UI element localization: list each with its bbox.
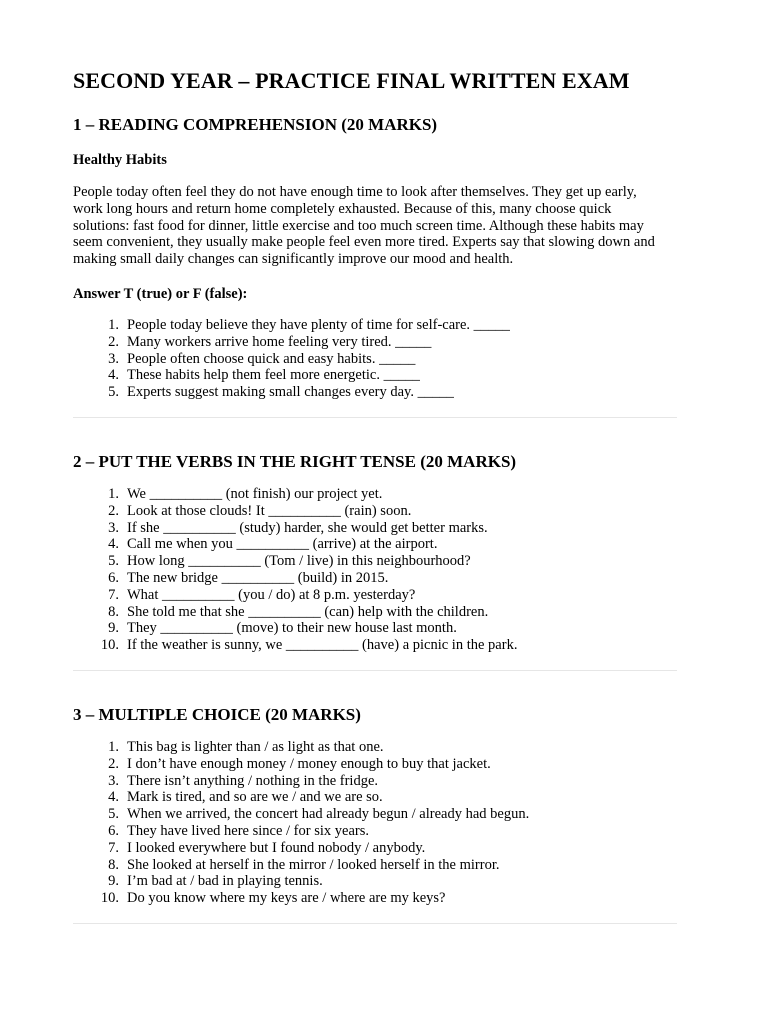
item-text: Look at those clouds! It __________ (rain) soon. xyxy=(127,502,412,519)
item-text: What __________ (you / do) at 8 p.m. yesterday? xyxy=(127,586,416,603)
item-text: If the weather is sunny, we __________ (have) a picnic in the park. xyxy=(127,637,518,654)
item-number: 10. xyxy=(100,637,119,654)
item-text: If she __________ (study) harder, she would get better marks. xyxy=(127,519,488,536)
list-item xyxy=(73,873,695,890)
passage-line: seem convenient, they usually make people feel even more tired. Experts say that slowing down and xyxy=(73,234,655,251)
list-item xyxy=(73,604,695,621)
reading-text-title: Healthy Habits xyxy=(73,152,167,168)
item-text: People often choose quick and easy habits. _____ xyxy=(127,350,416,367)
list-item xyxy=(73,317,695,334)
list-item xyxy=(73,620,695,637)
multiple-choice-list xyxy=(73,739,695,907)
list-item xyxy=(73,587,695,604)
item-text: The new bridge __________ (build) in 2015. xyxy=(127,569,389,586)
list-item xyxy=(73,520,695,537)
item-text: These habits help them feel more energetic. _____ xyxy=(127,367,420,384)
item-number: 6. xyxy=(108,569,119,586)
item-number: 10. xyxy=(100,890,119,907)
list-item xyxy=(73,553,695,570)
item-text: Many workers arrive home feeling very tired. _____ xyxy=(127,333,432,350)
list-item xyxy=(73,334,695,351)
item-text: They have lived here since / for six years. xyxy=(127,822,369,839)
list-item xyxy=(73,637,695,654)
list-item xyxy=(73,890,695,907)
section-2-heading: 2 – PUT THE VERBS IN THE RIGHT TENSE (20 MARKS) xyxy=(73,451,517,471)
item-text: Mark is tired, and so are we / and we are so. xyxy=(127,789,383,806)
item-number: 1. xyxy=(108,738,119,755)
item-text: Call me when you __________ (arrive) at the airport. xyxy=(127,536,438,553)
item-number: 5. xyxy=(108,384,119,401)
item-number: 3. xyxy=(108,350,119,367)
list-item xyxy=(73,486,695,503)
list-item xyxy=(73,789,695,806)
true-false-list xyxy=(73,317,695,401)
item-number: 3. xyxy=(108,772,119,789)
item-text: Experts suggest making small changes every day. _____ xyxy=(127,384,454,401)
section-divider xyxy=(73,923,677,924)
item-text: We __________ (not finish) our project yet. xyxy=(127,485,383,502)
item-number: 9. xyxy=(108,620,119,637)
item-text: I don’t have enough money / money enough to buy that jacket. xyxy=(127,755,491,772)
list-item xyxy=(73,773,695,790)
true-false-instruction: Answer T (true) or F (false): xyxy=(73,285,248,302)
passage-line: solutions: fast food for dinner, little exercise and too much screen time. Although these habits may xyxy=(73,217,644,234)
item-text: I looked everywhere but I found nobody / anybody. xyxy=(127,839,426,856)
item-text: I’m bad at / bad in playing tennis. xyxy=(127,873,323,890)
item-number: 4. xyxy=(108,789,119,806)
list-item xyxy=(73,739,695,756)
passage-line: People today often feel they do not have enough time to look after themselves. They get up early, xyxy=(73,184,637,200)
item-text: This bag is lighter than / as light as that one. xyxy=(127,738,384,755)
item-number: 1. xyxy=(108,316,119,333)
item-text: When we arrived, the concert had already begun / already had begun. xyxy=(127,806,530,823)
list-item xyxy=(73,823,695,840)
item-number: 7. xyxy=(108,839,119,856)
item-number: 1. xyxy=(108,485,119,502)
item-text: They __________ (move) to their new house last month. xyxy=(127,620,457,637)
item-number: 8. xyxy=(108,603,119,620)
item-number: 5. xyxy=(108,553,119,570)
list-item xyxy=(73,840,695,857)
verb-tense-list xyxy=(73,486,695,654)
list-item xyxy=(73,756,695,773)
item-text: There isn’t anything / nothing in the fridge. xyxy=(127,772,379,789)
item-text: She told me that she __________ (can) help with the children. xyxy=(127,603,489,620)
document-title: SECOND YEAR – PRACTICE FINAL WRITTEN EXAM xyxy=(73,68,630,93)
list-item xyxy=(73,351,695,368)
item-number: 6. xyxy=(108,822,119,839)
item-number: 7. xyxy=(108,586,119,603)
list-item xyxy=(73,367,695,384)
passage-line: making small daily changes can significantly improve our mood and health. xyxy=(73,251,514,268)
item-text: She looked at herself in the mirror / looked herself in the mirror. xyxy=(127,856,500,873)
item-number: 3. xyxy=(108,519,119,536)
item-number: 9. xyxy=(108,873,119,890)
exam-document xyxy=(73,64,695,924)
passage-line: work long hours and return home completely exhausted. Because of this, many choose quick xyxy=(73,200,612,217)
list-item xyxy=(73,806,695,823)
item-number: 4. xyxy=(108,536,119,553)
item-number: 2. xyxy=(108,502,119,519)
item-number: 2. xyxy=(108,333,119,350)
item-text: Do you know where my keys are / where are my keys? xyxy=(127,890,446,907)
list-item xyxy=(73,570,695,587)
item-text: How long __________ (Tom / live) in this neighbourhood? xyxy=(127,553,471,570)
reading-passage xyxy=(73,184,695,268)
section-3-heading: 3 – MULTIPLE CHOICE (20 MARKS) xyxy=(73,704,361,724)
list-item xyxy=(73,503,695,520)
item-text: People today believe they have plenty of time for self-care. _____ xyxy=(127,316,510,333)
item-number: 5. xyxy=(108,806,119,823)
section-1-heading: 1 – READING COMPREHENSION (20 MARKS) xyxy=(73,115,438,134)
item-number: 4. xyxy=(108,367,119,384)
item-number: 8. xyxy=(108,856,119,873)
list-item xyxy=(73,384,695,401)
item-number: 2. xyxy=(108,755,119,772)
list-item xyxy=(73,857,695,874)
list-item xyxy=(73,536,695,553)
